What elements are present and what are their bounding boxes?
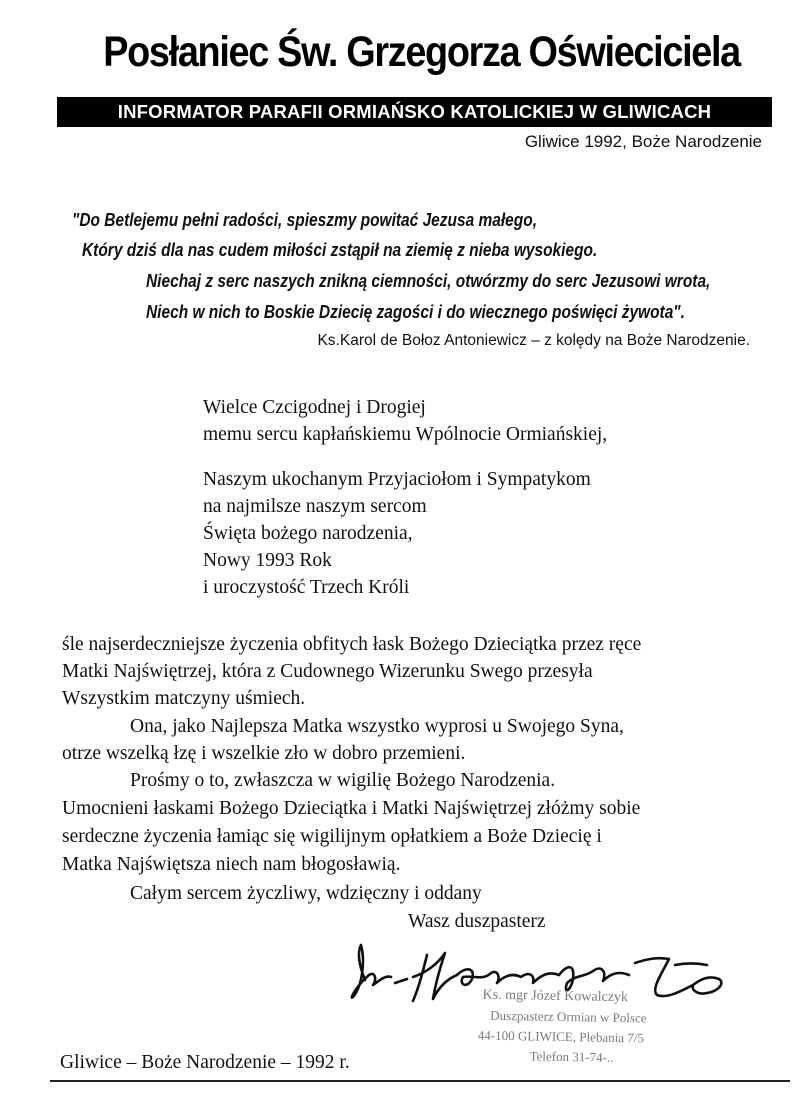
parish-banner: INFORMATOR PARAFII ORMIAŃSKO KATOLICKIEJ W GLIWICACH [57, 97, 772, 127]
body-line: Całym sercem życzliwy, wdzięczny i oddany [130, 883, 482, 904]
quote-line: Niechaj z serc naszych znikną ciemności, otwórzmy do serc Jezusowi wrota, [146, 271, 711, 291]
address-line: Nowy 1993 Rok [203, 550, 332, 571]
body-line: Matki Najświętrzej, która z Cudownego Wizerunku Swego przesyła [62, 661, 593, 682]
parish-stamp [469, 987, 770, 1072]
footer-divider [50, 1080, 790, 1082]
body-line: Umocnieni łaskami Bożego Dzieciątka i Matki Najświętrzej złóżmy sobie [62, 798, 641, 819]
body-line: otrze wszelką łzę i wszelkie zło w dobro przemieni. [62, 743, 466, 764]
address-line: memu sercu kapłańskiemu Wpólnocie Ormiańskiej, [203, 424, 608, 445]
body-line: serdeczne życzenia łamiąc się wigilijnym opłatkiem a Boże Dziecię i [62, 826, 602, 847]
footer-place-date: Gliwice – Boże Narodzenie – 1992 r. [60, 1052, 350, 1073]
address-line: na najmilsze naszym sercom [203, 496, 427, 517]
quote-line: "Do Betlejemu pełni radości, spieszmy powitać Jezusa małego, [72, 210, 538, 230]
quote-line: Niech w nich to Boskie Dziecię zagości i do wiecznego poświęci żywota". [146, 302, 685, 322]
address-line: i uroczystość Trzech Króli [203, 577, 410, 598]
newsletter-title: Posłaniec Św. Grzegorza Oświeciciela [103, 28, 740, 76]
address-line: Naszym ukochanym Przyjaciołom i Sympatykom [203, 469, 591, 490]
stamp-line: Telefon 31-74-.. [529, 1048, 614, 1065]
address-line: Wielce Czcigodnej i Drogiej [203, 397, 426, 418]
stamp-line: Duszpasterz Ormian w Polsce [490, 1007, 647, 1026]
quote-attribution: Ks.Karol de Bołoz Antoniewicz – z kolędy na Boże Narodzenie. [317, 332, 750, 349]
body-line: Ona, jako Najlepsza Matka wszystko wyprosi u Swojego Syna, [130, 716, 624, 737]
issue-dateline: Gliwice 1992, Boże Narodzenie [524, 132, 762, 151]
closing-line: Wasz duszpasterz [408, 911, 546, 932]
stamp-line: 44-100 GLIWICE, Plebania 7/5 [477, 1027, 645, 1046]
body-line: śle najserdeczniejsze życzenia obfitych łask Bożego Dzieciątka przez ręce [62, 634, 642, 655]
body-line: Wszystkim matczyny uśmiech. [62, 688, 306, 709]
stamp-line: Ks. mgr Józef Kowalczyk [482, 987, 629, 1006]
quote-line: Który dziś dla nas cudem miłości zstąpił na ziemię z nieba wysokiego. [82, 240, 598, 260]
address-line: Święta bożego narodzenia, [203, 523, 413, 544]
body-line: Matka Najświętsza niech nam błogosławią. [62, 854, 401, 875]
body-line: Prośmy o to, zwłaszcza w wigilię Bożego Narodzenia. [130, 770, 556, 791]
